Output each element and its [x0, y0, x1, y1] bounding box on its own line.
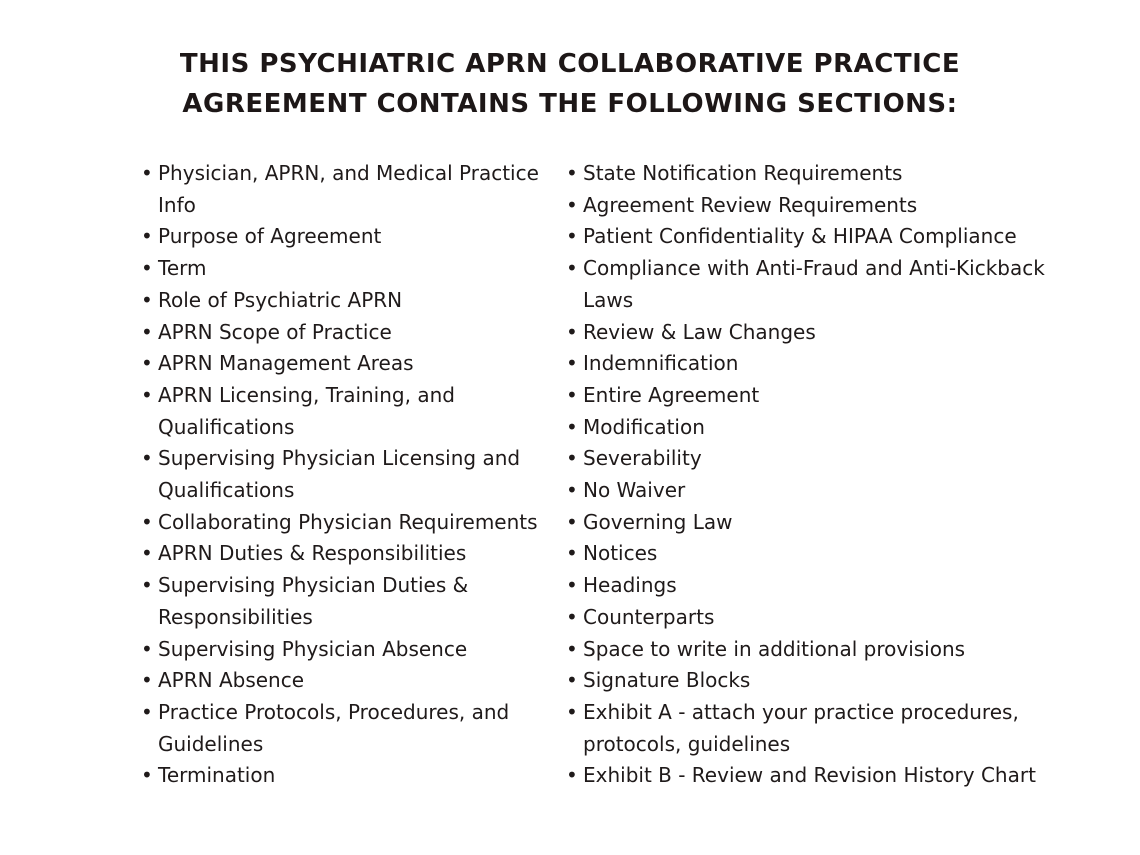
list-item	[565, 665, 1085, 697]
list-item	[140, 380, 540, 443]
list-item	[140, 760, 540, 792]
list-item-label: APRN Licensing, Training, and Qualifications	[158, 382, 455, 439]
list-item-label: Termination	[158, 763, 276, 788]
bullet-icon: •	[566, 541, 578, 566]
list-item	[565, 158, 1085, 190]
list-item	[140, 538, 540, 570]
list-item-label: Entire Agreement	[583, 382, 760, 407]
bullet-icon: •	[141, 636, 153, 661]
list-item-label: Term	[158, 256, 207, 281]
list-item	[140, 570, 540, 633]
title-line-1: THIS PSYCHIATRIC APRN COLLABORATIVE PRACTICE	[179, 49, 961, 79]
bullet-icon: •	[141, 541, 153, 566]
list-item	[140, 317, 540, 349]
bullet-icon: •	[566, 351, 578, 376]
bullet-icon: •	[566, 699, 578, 724]
list-item-label: APRN Management Areas	[158, 351, 414, 376]
bullet-icon: •	[566, 319, 578, 344]
bullet-icon: •	[141, 287, 153, 312]
list-item	[565, 570, 1085, 602]
bullet-icon: •	[566, 446, 578, 471]
list-item-label: Physician, APRN, and Medical Practice Info	[158, 161, 539, 217]
bullet-icon: •	[141, 319, 153, 344]
bullet-icon: •	[566, 763, 578, 788]
left-section-list	[140, 158, 540, 792]
list-item-label: Review & Law Changes	[583, 319, 816, 344]
bullet-icon: •	[141, 509, 153, 534]
list-item	[140, 697, 540, 760]
list-item	[140, 253, 540, 285]
list-item-label: Headings	[583, 573, 677, 598]
bullet-icon: •	[566, 256, 578, 281]
page-title	[0, 44, 1140, 124]
list-item-label: Compliance with Anti-Fraud and Anti-Kickback Laws	[583, 256, 1045, 312]
list-item-label: APRN Duties & Responsibilities	[158, 541, 467, 566]
list-item-label: Severability	[583, 446, 702, 471]
list-item	[140, 634, 540, 666]
list-item	[140, 158, 540, 221]
list-item	[565, 760, 1085, 792]
list-item	[565, 475, 1085, 507]
bullet-icon: •	[566, 668, 578, 693]
list-item-label: Supervising Physician Absence	[158, 636, 468, 661]
list-item-label: Notices	[583, 541, 658, 566]
list-item	[565, 348, 1085, 380]
bullet-icon: •	[141, 573, 153, 598]
bullet-icon: •	[141, 256, 153, 281]
list-item-label: Role of Psychiatric APRN	[158, 287, 403, 312]
right-section-list	[565, 158, 1085, 792]
list-item	[140, 507, 540, 539]
bullet-icon: •	[141, 382, 153, 407]
list-item	[140, 348, 540, 380]
list-item-label: No Waiver	[583, 478, 686, 503]
bullet-icon: •	[566, 192, 578, 217]
list-item-label: Exhibit B - Review and Revision History Chart	[583, 763, 1036, 788]
list-item	[565, 538, 1085, 570]
list-item	[140, 443, 540, 506]
list-item-label: Governing Law	[583, 509, 733, 534]
bullet-icon: •	[141, 446, 153, 471]
list-item	[565, 253, 1085, 316]
bullet-icon: •	[141, 161, 153, 185]
list-item-label: Agreement Review Requirements	[583, 192, 918, 217]
list-item-label: Supervising Physician Licensing and Qualifications	[158, 446, 521, 503]
bullet-icon: •	[566, 414, 578, 439]
bullet-icon: •	[566, 382, 578, 407]
list-item	[140, 665, 540, 697]
list-item-label: Space to write in additional provisions	[583, 636, 966, 661]
bullet-icon: •	[566, 509, 578, 534]
list-item	[565, 317, 1085, 349]
list-item-label: APRN Scope of Practice	[158, 319, 392, 344]
list-item-label: Exhibit A - attach your practice procedures, protocols, guidelines	[583, 699, 1019, 756]
bullet-icon: •	[566, 636, 578, 661]
title-line-2: AGREEMENT CONTAINS THE FOLLOWING SECTIONS:	[182, 89, 958, 119]
list-item-label: Signature Blocks	[583, 668, 751, 693]
list-item	[140, 221, 540, 253]
list-item	[565, 190, 1085, 222]
list-item	[565, 443, 1085, 475]
bullet-icon: •	[566, 604, 578, 629]
list-item-label: Collaborating Physician Requirements	[158, 509, 538, 534]
bullet-icon: •	[141, 699, 153, 724]
list-item-label: Counterparts	[583, 604, 715, 629]
bullet-icon: •	[141, 763, 153, 788]
list-item-label: Supervising Physician Duties & Responsibilities	[158, 573, 469, 629]
list-item	[140, 285, 540, 317]
bullet-icon: •	[141, 224, 153, 249]
bullet-icon: •	[566, 161, 578, 185]
bullet-icon: •	[141, 351, 153, 376]
list-item-label: State Notification Requirements	[583, 161, 903, 185]
list-item	[565, 380, 1085, 412]
list-item-label: Patient Confidentiality & HIPAA Compliance	[583, 224, 1017, 249]
list-item	[565, 602, 1085, 634]
list-item-label: Indemnification	[583, 351, 739, 376]
list-item	[565, 507, 1085, 539]
bullet-icon: •	[566, 478, 578, 503]
list-item-label: Practice Protocols, Procedures, and Guidelines	[158, 699, 510, 756]
list-item	[565, 221, 1085, 253]
list-item-label: APRN Absence	[158, 668, 305, 693]
list-item	[565, 412, 1085, 444]
list-item-label: Purpose of Agreement	[158, 224, 382, 249]
list-item-label: Modification	[583, 414, 705, 439]
list-item	[565, 634, 1085, 666]
list-item	[565, 697, 1085, 760]
bullet-icon: •	[141, 668, 153, 693]
bullet-icon: •	[566, 224, 578, 249]
bullet-icon: •	[566, 573, 578, 598]
